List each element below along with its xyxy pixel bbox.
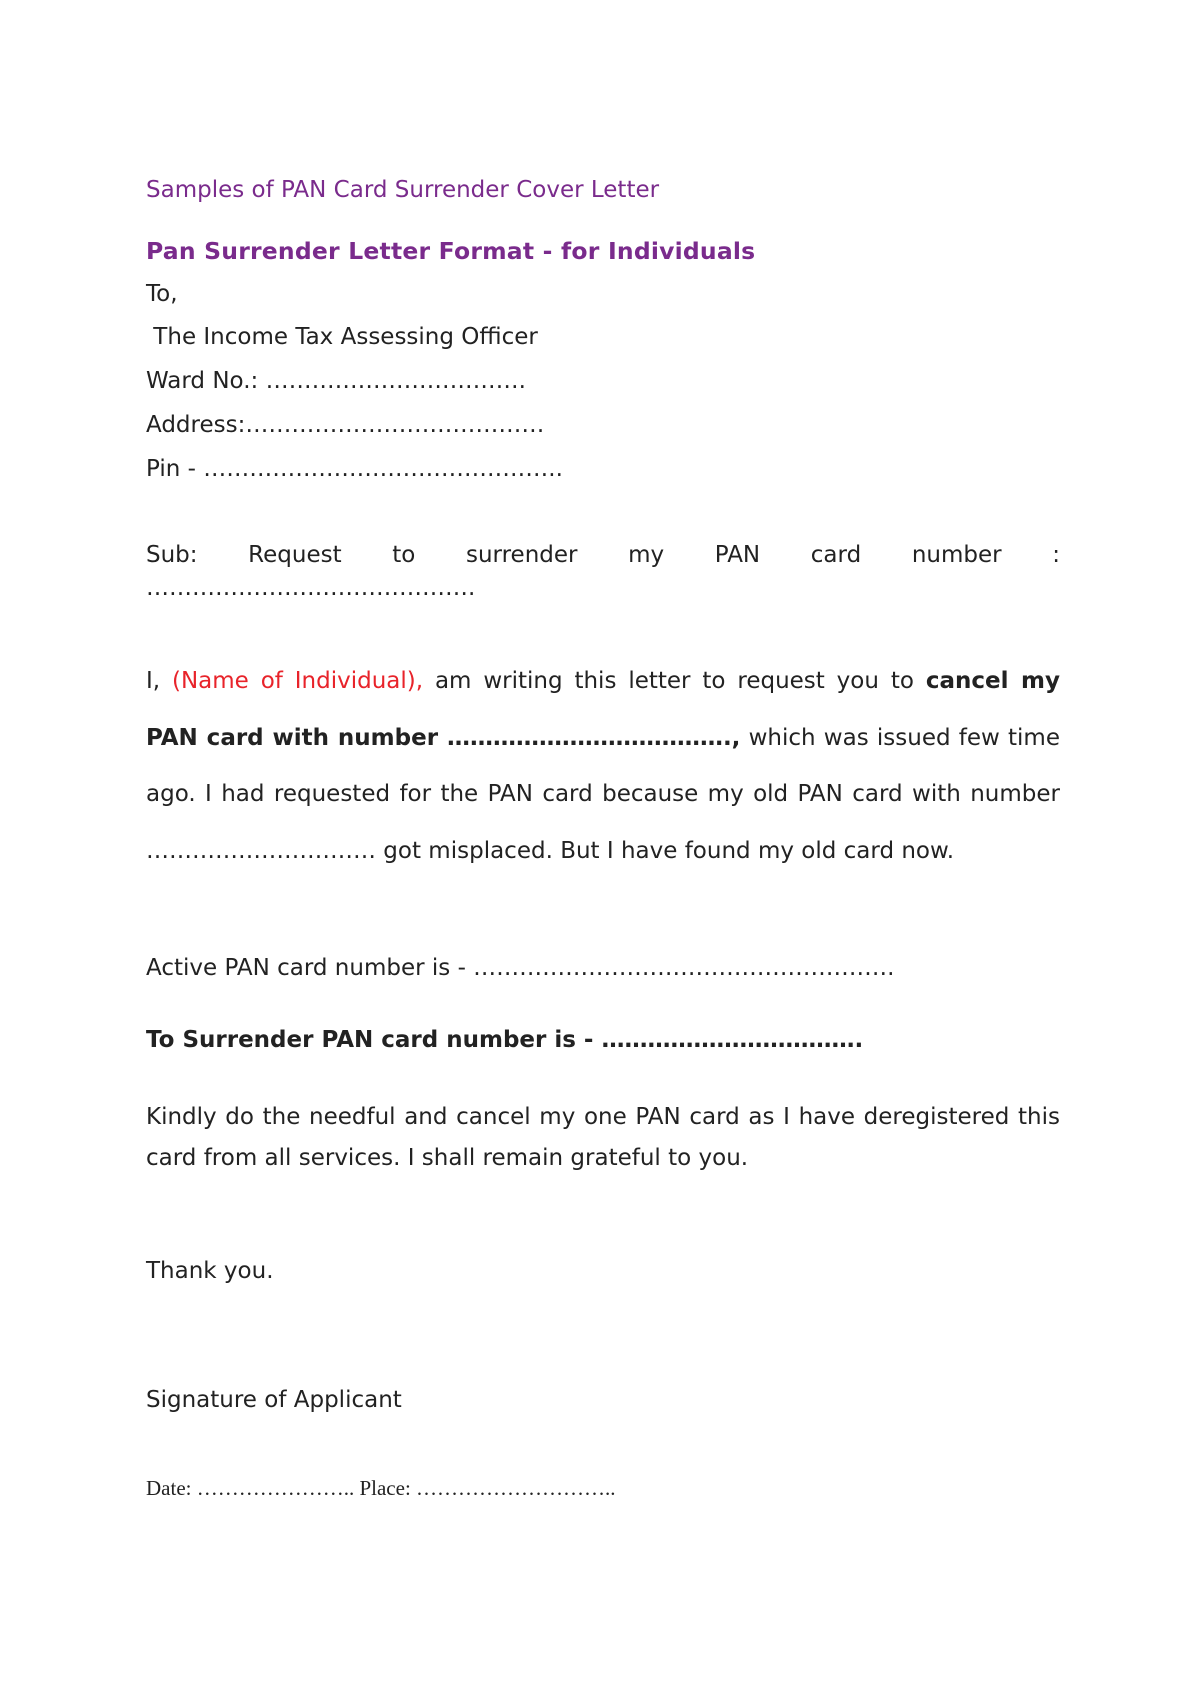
subject-word: to [392, 542, 416, 568]
body-text-1: am writing this letter to request you to [423, 668, 926, 694]
section-heading: Pan Surrender Letter Format - for Individuals [146, 237, 756, 265]
address-pin: Pin - ……………………………………….. [146, 456, 563, 482]
subject-line [146, 539, 1060, 605]
active-pan-line: Active PAN card number is - ………………………………………………. [146, 955, 895, 981]
body-paragraph [146, 653, 1060, 879]
subject-word: Request [248, 542, 342, 568]
address-ward-no: Ward No.: ……………………………. [146, 368, 526, 394]
subject-word: my [628, 542, 665, 568]
subject-word: surrender [465, 542, 578, 568]
body-text-2: which was issued few time ago. I had requested for the PAN card because my old PAN card with number ………………………… got misplaced. But I have found my old card now. [146, 724, 1060, 864]
subject-word: PAN [714, 542, 761, 568]
subject-pan-dots: ……………………………………. [146, 575, 476, 601]
signature-label: Signature of Applicant [146, 1387, 402, 1413]
document-title: Samples of PAN Card Surrender Cover Letter [146, 177, 660, 203]
subject-words [146, 539, 1060, 572]
closing-paragraph: Kindly do the needful and cancel my one PAN card as I have deregistered this card from all services. I shall remain grateful to you. [146, 1104, 1060, 1171]
address-officer: The Income Tax Assessing Officer [146, 324, 538, 350]
body-intro: I, [146, 668, 172, 694]
date-place-line: Date: ………………….. Place: ……………………….. [146, 1476, 616, 1500]
subject-word: card [810, 542, 862, 568]
body-bold-cancel: cancel my PAN card with number ………………………………., [146, 668, 1060, 751]
address-line: Address:………………………………… [146, 412, 545, 438]
thank-you: Thank you. [146, 1258, 274, 1284]
surrender-pan-line: To Surrender PAN card number is - ……………………………. [146, 1027, 864, 1053]
address-to: To, [146, 281, 178, 307]
name-placeholder: (Name of Individual), [171, 668, 424, 694]
subject-word: Sub: [146, 542, 198, 568]
subject-word: number [911, 542, 1002, 568]
subject-word: : [1052, 542, 1060, 568]
